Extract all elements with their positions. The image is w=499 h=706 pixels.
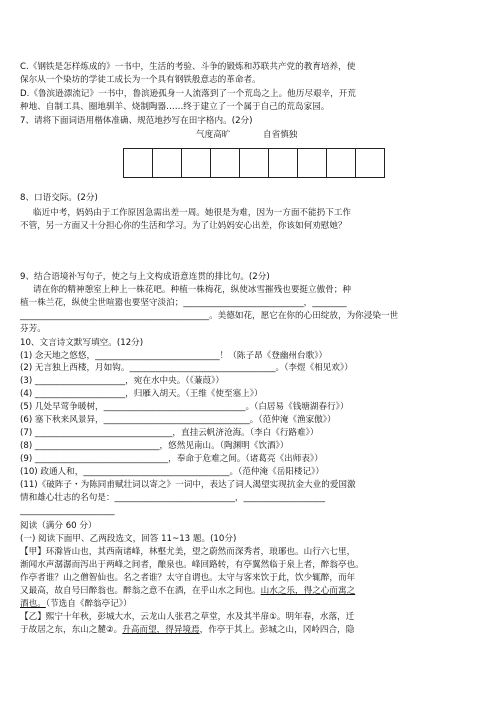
grid-cell[interactable]: [326, 148, 356, 178]
answer-blank[interactable]: _____________________: [34, 376, 126, 386]
option-c-line1: C.《钢铁是怎样炼成的》一书中，生活的考验、斗争的锻炼和苏联共产党的教育培养，使: [20, 62, 356, 72]
answer-blank[interactable]: _____________________________: [34, 441, 160, 451]
question-8: 8、口语交际。(2分): [20, 193, 98, 203]
q8-text-1: 临近中考，妈妈由于工作原因急需出差一周。她很是为难，因为一方面不能扔下工作: [33, 208, 351, 218]
underlined-phrase: 升高而望，得异境焉: [122, 625, 200, 635]
poem-item-5: (5) 几处早莺争暖树，_________________________________。（白居易《钱塘湖春行》）: [20, 402, 349, 412]
hint-word-1: 气度高旷: [196, 130, 231, 140]
grid-cell[interactable]: [123, 148, 153, 178]
reading-section-1: (一) 阅读下面甲、乙两段选文，回答 11~13 题。(10分): [20, 534, 237, 544]
grid-cell[interactable]: [239, 148, 269, 178]
answer-blank[interactable]: __________________________________: [83, 467, 230, 477]
answer-blank[interactable]: __________________________________: [103, 415, 250, 425]
passage-jia-4: 又最高，故自号曰醉翁也。醉翁之意不在酒，在乎山水之间也。山水之乐，得之心而寓之: [20, 586, 356, 596]
answer-blank[interactable]: _____________________________: [95, 351, 220, 361]
option-d-line1: D.《鲁滨逊漂流记》一书中，鲁滨逊孤身一人流落到了一个荒岛之上。他历尽艰辛，开荒: [20, 89, 356, 99]
passage-jia-1: 【甲】环滁皆山也，其西南诸峰，林壑尤美，望之蔚然而深秀者，琅琊也。山行六七里，: [20, 547, 356, 557]
poem-item-3: (3) _____________________，宛在水中央。（《蒹葭》）: [20, 376, 224, 386]
grid-cell[interactable]: [268, 148, 298, 178]
answer-blank[interactable]: ____________________________，___________________: [114, 493, 326, 503]
poem-item-8: (8) _____________________________，悠然见南山。（陶渊明《饮酒》）: [20, 441, 289, 451]
poem-item-11c: [20, 506, 485, 517]
underlined-sentence-end: 酒也。: [20, 599, 46, 609]
answer-blank[interactable]: ____________________________________________: [20, 311, 210, 321]
grid-cell[interactable]: [152, 148, 182, 178]
question-10: 10、文言诗文默写填空。(12分): [20, 338, 144, 348]
passage-yi-1: 【乙】熙宁十年秋，彭城大水，云龙山人张君之草堂，水及其半扉①。明年春，水落，迁: [20, 612, 355, 622]
q9-text-1: 请在你的精神憩室上种上一株花吧。种植一株梅花，纵使冰雪摧残也要挺立傲骨；种: [33, 285, 351, 295]
poem-item-1: (1) 念天地之悠悠，_____________________________！（陈子昂《登幽州台歌》）: [20, 351, 328, 361]
poem-item-4: (4) _____________________，归雁入胡天。（王维《使至塞上》）: [20, 389, 263, 399]
grid-cell[interactable]: [181, 148, 211, 178]
q9-text-4: 芬芳。: [20, 324, 46, 334]
passage-jia-3: 作亭者谁？山之僧智仙也。名之者谁？太守自谓也。太守与客来饮于此，饮少辄醉，而年: [20, 573, 356, 583]
grid-cell[interactable]: [297, 148, 327, 178]
underlined-sentence: 山水之乐，得之心而寓之: [260, 586, 356, 596]
answer-blank[interactable]: __________________________________: [129, 363, 276, 373]
passage-jia-2: 渐闻水声潺潺而泻出于两峰之间者，酿泉也。峰回路转，有亭翼然临于泉上者，醉翁亭也。: [20, 560, 364, 570]
tianzige-grid: [123, 148, 384, 178]
poem-item-10: (10) 政通人和，__________________________________。（范仲淹《岳阳楼记》）: [20, 467, 324, 477]
poem-item-2: (2) 无言独上西楼，月如钩。__________________________________。（李煜《相见欢》）: [20, 363, 353, 373]
poem-item-9: (9) _______________________________，奉命于危难之间。（诸葛亮《出师表》）: [20, 454, 323, 464]
option-d-line2: 种地、自制工具、圈地驯羊、烧制陶器……终于建立了一个属于自己的荒岛家园。: [20, 102, 330, 112]
option-c-line2: 保尔从一个染坊的学徒工成长为一个具有钢铁般意志的革命者。: [20, 75, 261, 85]
q9-text-2: [20, 298, 485, 309]
grid-cell[interactable]: [210, 148, 240, 178]
grid-cell[interactable]: [355, 148, 385, 178]
q9-sentence-end: 。美德如花，愿它在你的心田绽放，为你浸染一世: [209, 311, 399, 321]
poem-item-11a: (11)《破阵子・为陈同甫赋壮词以寄之》一词中，表达了词人渴望实现抗金大业的爱国激: [20, 480, 356, 490]
answer-blank[interactable]: _______________________________: [34, 454, 169, 464]
q8-text-2: 不管，另一方面又十分担心你的生活和学习。为了让妈妈安心出差，你该如何劝慰她？: [20, 221, 347, 231]
answer-blank[interactable]: ______________________: [20, 506, 115, 516]
passage-jia-5: 酒也。（节选自《醉翁亭记》）: [20, 599, 132, 609]
poem-item-11b: 情和雄心壮志的名句是：____________________________，___________________: [20, 493, 326, 503]
answer-blank[interactable]: _____________________: [34, 389, 126, 399]
question-9: 9、结合语境补写句子，使之与上文构成语意连贯的排比句。(2分): [20, 272, 270, 282]
answer-blank[interactable]: ____________________________，________: [183, 298, 347, 308]
answer-blank[interactable]: ________________________________: [34, 428, 173, 438]
passage-yi-2: 于故居之东，东山之麓②。升高而望，得异境焉，作亭于其上。彭城之山，冈岭四合，隐: [20, 625, 355, 635]
reading-title: 阅读（满分 60 分）: [20, 521, 97, 531]
poem-item-6: (6) 塞下秋来风景异，__________________________________。（范仲淹《渔家傲》）: [20, 415, 336, 425]
hint-word-2: 自省慎独: [263, 130, 298, 140]
q9-text-3: [20, 311, 485, 322]
answer-blank[interactable]: _________________________________: [103, 402, 246, 412]
question-7: 7、请将下面词语用楷体准确、规范地抄写在田字格内。(2分): [20, 116, 253, 126]
q9-sentence: 植一株兰花，纵使尘世喧嚣也要坚守淡泊；: [20, 298, 184, 308]
poem-item-7: (7) ________________________________，直挂云帆济沧海。（李白《行路难》）: [20, 428, 319, 438]
